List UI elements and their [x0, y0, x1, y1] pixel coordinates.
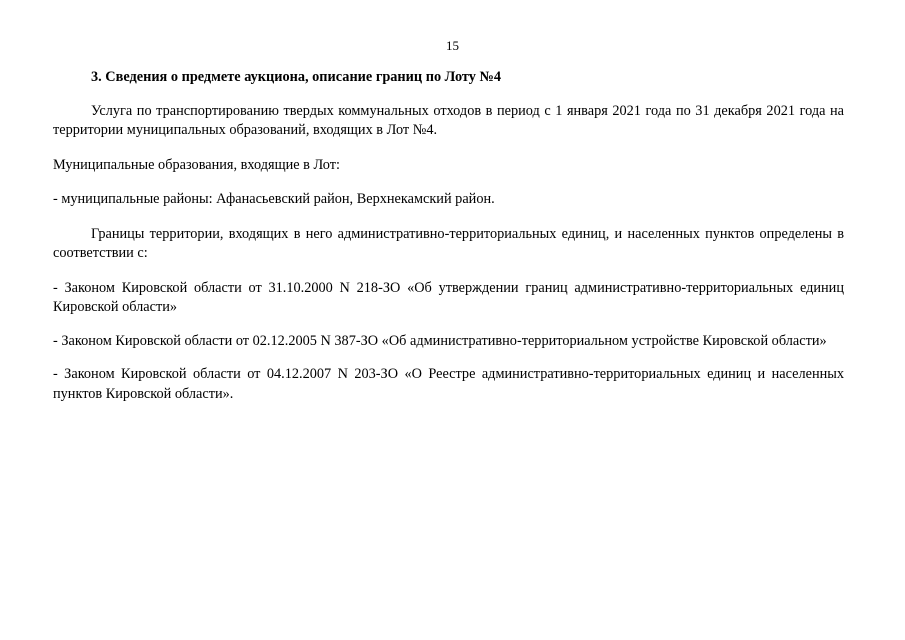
districts-paragraph: - муниципальные районы: Афанасьевский район, Верхнекамский район. [53, 191, 495, 207]
document-body [53, 68, 844, 418]
section-heading: 3. Сведения о предмете аукциона, описание границ по Лоту №4 [91, 69, 502, 85]
service-paragraph: Услуга по транспортированию твердых коммунальных отходов в период с 1 января 2021 года по 31 декабря 2021 года на территории муниципальных образований, входящих в Лот №4. [53, 102, 844, 138]
law-item: - Законом Кировской области от 31.10.2000 N 218-ЗО «Об утверждении границ административно-территориальных единиц Кировской области» [53, 279, 844, 315]
law-item: - Законом Кировской области от 04.12.2007 N 203-ЗО «О Реестре административно-территориальных единиц и населенных пунктов Кировской области». [53, 366, 844, 402]
law-item: - Законом Кировской области от 02.12.2005 N 387-ЗО «Об административно-территориальном устройстве Кировской области» [53, 332, 827, 349]
municipalities-intro: Муниципальные образования, входящие в Лот: [53, 156, 340, 173]
boundaries-intro: Границы территории, входящих в него административно-территориальных единиц, и населенных пунктов определены в соответствии с: [53, 225, 844, 261]
laws-list [53, 279, 844, 405]
page-number: 15 [446, 38, 459, 53]
